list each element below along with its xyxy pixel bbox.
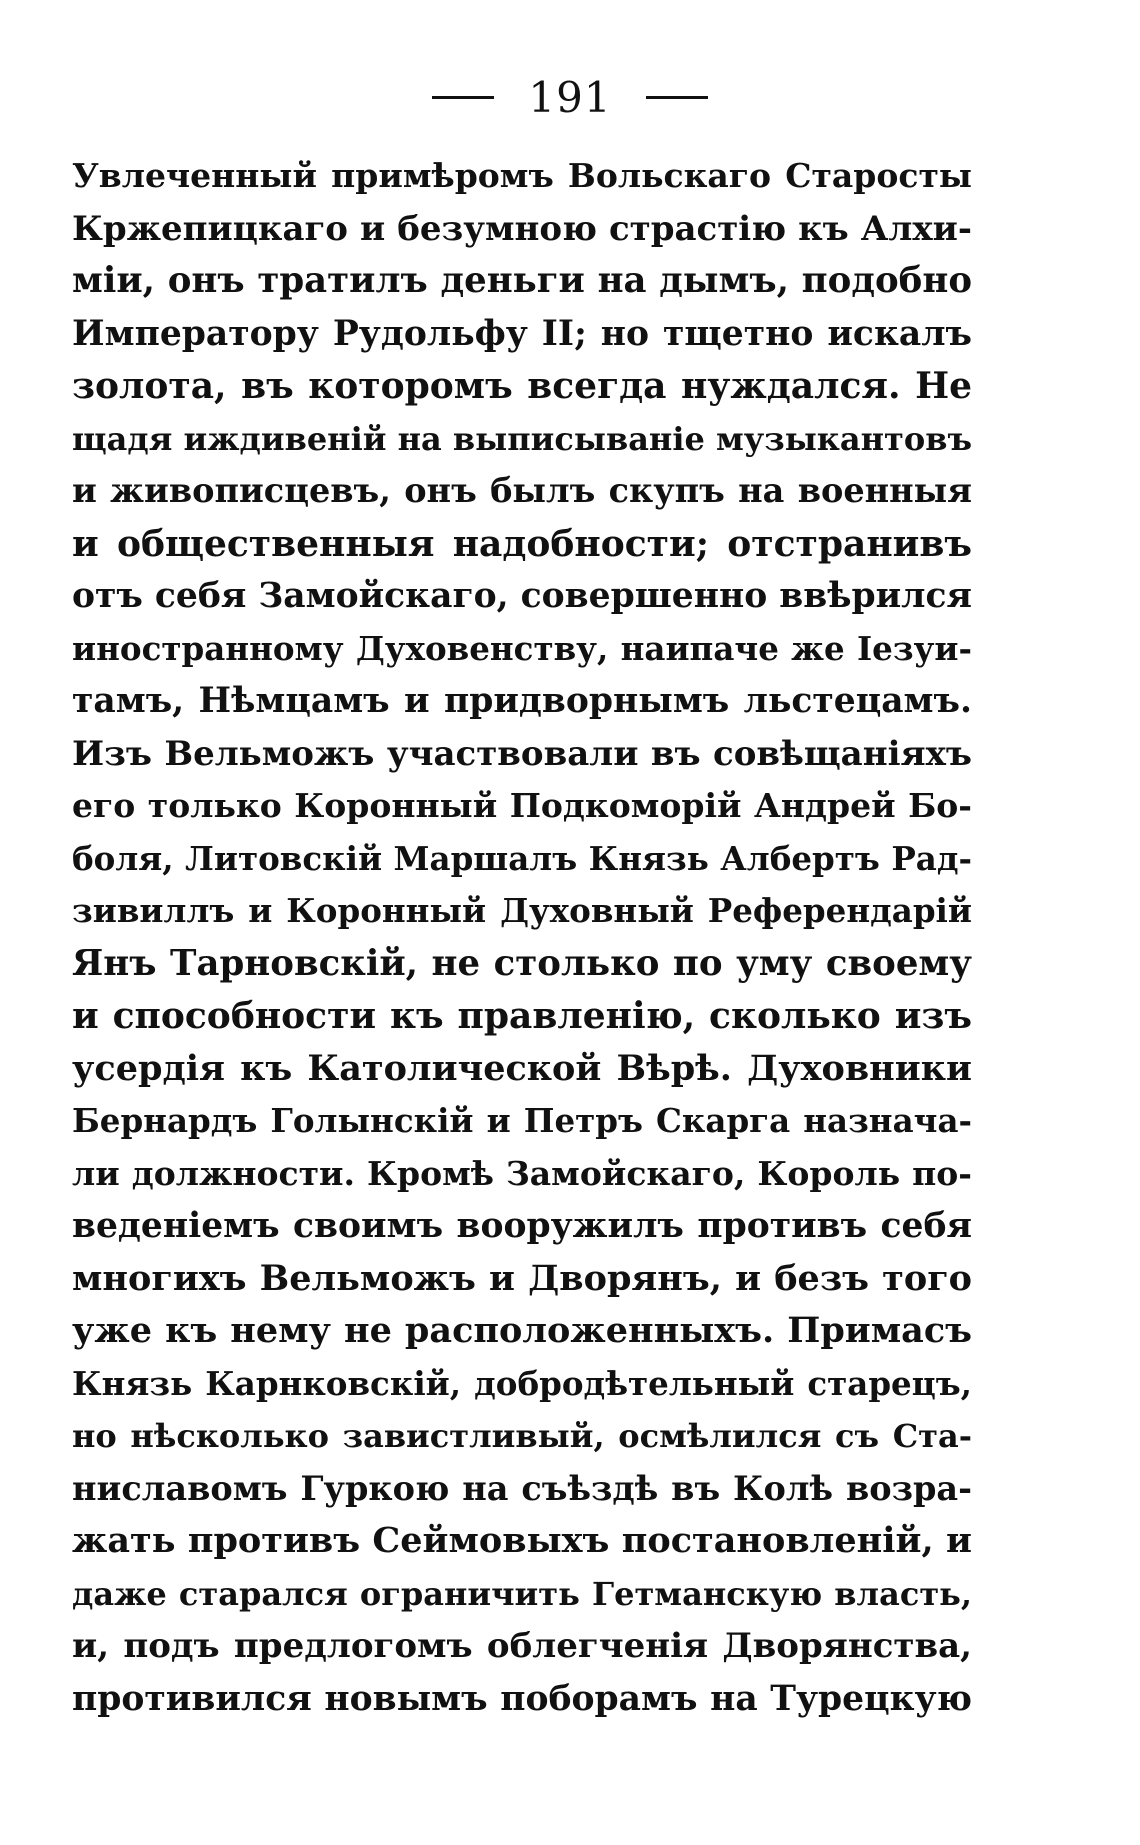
text-line: даже старался ограничить Гетманскую власть, bbox=[72, 1574, 972, 1613]
text-line: иностранному Духовенству, наипаче же Іезуи- bbox=[72, 628, 972, 668]
text-line: ли должности. Кромѣ Замойскаго, Король по- bbox=[72, 1153, 972, 1193]
text-line: Императору Рудольфу II; но тщетно искалъ bbox=[72, 313, 972, 354]
text-line: Князь Карнковскій, добродѣтельный старецъ, bbox=[72, 1363, 972, 1403]
text-line: противился новымъ поборамъ на Турецкую bbox=[72, 1678, 972, 1719]
text-line: но нѣсколько завистливый, осмѣлился съ Ста- bbox=[72, 1417, 972, 1455]
page-header bbox=[0, 68, 1140, 128]
text-line: золота, въ которомъ всегда нуждался. Не bbox=[72, 365, 972, 407]
text-line: усердія къ Католической Вѣрѣ. Духовники bbox=[72, 1047, 972, 1089]
body-text bbox=[72, 150, 972, 1725]
text-line: Бернардъ Голынскій и Петръ Скарга назнача- bbox=[72, 1101, 972, 1140]
text-line: боля, Литовскій Маршалъ Князь Албертъ Рад- bbox=[72, 838, 972, 878]
text-line: щадя иждивеній на выписываніе музыкантовъ bbox=[72, 419, 972, 458]
text-line: и способности къ правленію, сколько изъ bbox=[72, 995, 972, 1037]
text-line: зивиллъ и Коронный Духовный Референдарій bbox=[72, 891, 972, 930]
text-line: его только Коронный Подкоморій Андрей Бо- bbox=[72, 786, 972, 825]
text-line: Увлеченный примѣромъ Вольскаго Старосты bbox=[72, 156, 972, 195]
text-line: и общественныя надобности; отстранивъ bbox=[72, 522, 972, 565]
text-line: Кржепицкаго и безумною страстію къ Алхи- bbox=[72, 208, 972, 249]
text-line: уже къ нему не расположенныхъ. Примасъ bbox=[72, 1310, 972, 1351]
text-line: многихъ Вельможъ и Дворянъ, и безъ того bbox=[72, 1257, 972, 1299]
right-dash bbox=[646, 96, 708, 99]
text-line: міи, онъ тратилъ деньги на дымъ, подобно bbox=[72, 260, 972, 301]
text-line: отъ себя Замойскаго, совершенно ввѣрился bbox=[72, 576, 972, 616]
text-line: ниславомъ Гуркою на съѣздѣ въ Колѣ возра- bbox=[72, 1468, 972, 1508]
text-line: Янъ Тарновскій, не столько по уму своему bbox=[72, 942, 972, 984]
left-dash bbox=[432, 96, 494, 99]
page-number: 191 bbox=[528, 73, 612, 122]
text-line: Изъ Вельможъ участвовали въ совѣщаніяхъ bbox=[72, 733, 972, 774]
text-line: жать противъ Сеймовыхъ постановленій, и bbox=[72, 1520, 972, 1561]
text-line: тамъ, Нѣмцамъ и придворнымъ льстецамъ. bbox=[72, 681, 972, 721]
text-line: и, подъ предлогомъ облегченія Дворянства, bbox=[72, 1626, 972, 1666]
text-line: и живописцевъ, онъ былъ скупъ на военныя bbox=[72, 471, 972, 510]
text-line: веденіемъ своимъ вооружилъ противъ себя bbox=[72, 1206, 972, 1246]
